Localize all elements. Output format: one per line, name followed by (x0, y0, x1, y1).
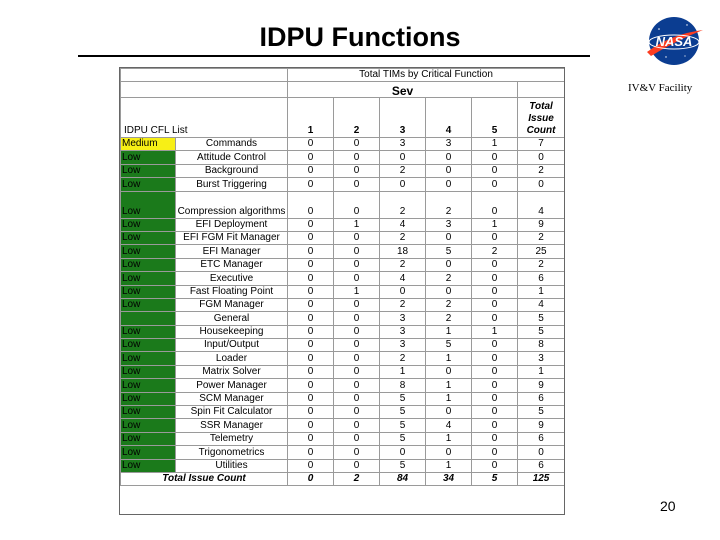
severity-count-cell: 0 (426, 365, 472, 378)
cfl-level-cell: Low (121, 325, 176, 338)
table-row (121, 419, 565, 432)
severity-count-cell: 2 (426, 272, 472, 285)
severity-count-cell: 0 (288, 432, 334, 445)
severity-count-cell: 0 (380, 285, 426, 298)
table-row (121, 151, 565, 164)
table-row (121, 298, 565, 311)
severity-count-cell: 0 (334, 231, 380, 244)
severity-count-cell: 2 (426, 191, 472, 218)
facility-label: IV&V Facility (628, 82, 693, 94)
cfl-level-cell: Low (121, 191, 176, 218)
cfl-level-cell: Low (121, 392, 176, 405)
severity-count-cell: 0 (288, 191, 334, 218)
severity-column-header: 1 (288, 98, 334, 138)
cfl-level-cell: Low (121, 178, 176, 191)
severity-count-cell: 1 (472, 138, 518, 151)
severity-count-cell: 0 (288, 379, 334, 392)
severity-count-cell: 0 (288, 298, 334, 311)
row-total-cell: 5 (518, 312, 565, 325)
severity-count-cell: 0 (334, 178, 380, 191)
severity-count-cell: 0 (334, 272, 380, 285)
table-row (121, 285, 565, 298)
row-total-cell: 2 (518, 258, 565, 271)
function-name-cell: Power Manager (176, 379, 288, 392)
function-name-cell: Compression algorithms (176, 191, 288, 218)
row-total-cell: 4 (518, 191, 565, 218)
row-total-cell: 7 (518, 138, 565, 151)
severity-count-cell: 2 (380, 258, 426, 271)
table-row (121, 352, 565, 365)
severity-count-cell: 0 (288, 178, 334, 191)
severity-count-cell: 0 (334, 258, 380, 271)
severity-count-cell: 0 (288, 459, 334, 472)
function-name-cell: FGM Manager (176, 298, 288, 311)
severity-count-cell: 2 (380, 231, 426, 244)
cfl-level-cell (121, 312, 176, 325)
severity-count-cell: 0 (472, 178, 518, 191)
severity-count-cell: 0 (288, 365, 334, 378)
severity-count-cell: 0 (288, 272, 334, 285)
severity-count-cell: 8 (380, 379, 426, 392)
severity-count-cell: 0 (334, 151, 380, 164)
severity-count-cell: 0 (288, 258, 334, 271)
severity-column-header: 2 (334, 98, 380, 138)
severity-count-cell: 0 (288, 138, 334, 151)
severity-count-cell: 0 (334, 164, 380, 177)
row-total-cell: 9 (518, 218, 565, 231)
severity-count-cell: 0 (380, 446, 426, 459)
header-blank (121, 69, 288, 82)
table-row (121, 406, 565, 419)
severity-count-cell: 0 (288, 151, 334, 164)
function-name-cell: Loader (176, 352, 288, 365)
severity-count-cell: 0 (334, 419, 380, 432)
severity-count-cell: 0 (472, 231, 518, 244)
severity-count-cell: 0 (472, 432, 518, 445)
severity-count-cell: 5 (380, 459, 426, 472)
table-row (121, 138, 565, 151)
severity-count-cell: 0 (426, 258, 472, 271)
severity-count-cell: 0 (288, 164, 334, 177)
severity-count-cell: 0 (472, 379, 518, 392)
severity-count-cell: 0 (472, 272, 518, 285)
severity-count-cell: 0 (288, 339, 334, 352)
table-row (121, 231, 565, 244)
severity-count-cell: 1 (334, 285, 380, 298)
table-row (121, 312, 565, 325)
severity-count-cell: 1 (426, 379, 472, 392)
severity-count-cell: 2 (380, 164, 426, 177)
severity-column-header: 4 (426, 98, 472, 138)
row-total-cell: 9 (518, 419, 565, 432)
severity-count-cell: 0 (334, 352, 380, 365)
cfl-level-cell: Low (121, 406, 176, 419)
table-row (121, 178, 565, 191)
severity-count-cell: 0 (472, 459, 518, 472)
severity-count-cell: 0 (334, 432, 380, 445)
severity-count-cell: 0 (472, 365, 518, 378)
cfl-level-cell: Low (121, 339, 176, 352)
severity-count-cell: 0 (334, 365, 380, 378)
header-blank (518, 82, 565, 98)
function-name-cell: EFI Deployment (176, 218, 288, 231)
severity-count-cell: 4 (380, 272, 426, 285)
severity-count-cell: 1 (334, 218, 380, 231)
severity-count-cell: 2 (380, 191, 426, 218)
severity-count-cell: 5 (380, 406, 426, 419)
severity-count-cell: 0 (334, 325, 380, 338)
severity-count-cell: 2 (472, 245, 518, 258)
function-name-cell: Spin Fit Calculator (176, 406, 288, 419)
row-total-cell: 6 (518, 432, 565, 445)
grand-total-cell: 125 (518, 472, 565, 485)
tim-table-frame (119, 67, 565, 515)
cfl-level-cell: Medium (121, 138, 176, 151)
function-name-cell: Trigonometrics (176, 446, 288, 459)
severity-count-cell: 0 (426, 178, 472, 191)
cfl-level-cell: Low (121, 379, 176, 392)
severity-count-cell: 0 (426, 406, 472, 419)
severity-count-cell: 3 (426, 138, 472, 151)
severity-count-cell: 0 (472, 191, 518, 218)
severity-count-cell: 0 (288, 218, 334, 231)
severity-count-cell: 0 (334, 191, 380, 218)
table-row (121, 365, 565, 378)
total-row-label: Total Issue Count (121, 472, 288, 485)
function-name-cell: Input/Output (176, 339, 288, 352)
severity-count-cell: 4 (380, 218, 426, 231)
cfl-level-cell: Low (121, 446, 176, 459)
severity-count-cell: 0 (472, 312, 518, 325)
table-title: Total TIMs by Critical Function (288, 69, 565, 82)
severity-count-cell: 0 (288, 352, 334, 365)
cfl-level-cell: Low (121, 365, 176, 378)
severity-column-header: 3 (380, 98, 426, 138)
severity-count-cell: 0 (288, 312, 334, 325)
cfl-level-cell: Low (121, 164, 176, 177)
severity-count-cell: 2 (426, 298, 472, 311)
table-row (121, 245, 565, 258)
table-row (121, 379, 565, 392)
severity-count-cell: 0 (426, 164, 472, 177)
severity-count-cell: 0 (472, 258, 518, 271)
severity-count-cell: 0 (472, 446, 518, 459)
severity-count-cell: 0 (334, 446, 380, 459)
function-name-cell: Telemetry (176, 432, 288, 445)
severity-count-cell: 5 (380, 392, 426, 405)
cfl-level-cell: Low (121, 432, 176, 445)
severity-count-cell: 5 (426, 245, 472, 258)
severity-count-cell: 0 (288, 231, 334, 244)
table-row (121, 459, 565, 472)
cfl-list-header: IDPU CFL List (121, 98, 288, 138)
cfl-level-cell: Low (121, 258, 176, 271)
severity-count-cell: 3 (380, 339, 426, 352)
severity-count-cell: 0 (472, 352, 518, 365)
cfl-level-cell: Low (121, 272, 176, 285)
severity-count-cell: 3 (380, 312, 426, 325)
total-severity-cell: 34 (426, 472, 472, 485)
severity-count-cell: 1 (426, 392, 472, 405)
total-severity-cell: 84 (380, 472, 426, 485)
function-name-cell: Executive (176, 272, 288, 285)
cfl-level-cell: Low (121, 151, 176, 164)
function-name-cell: Attitude Control (176, 151, 288, 164)
table-row (121, 191, 565, 218)
function-name-cell: SCM Manager (176, 392, 288, 405)
table-row (121, 258, 565, 271)
severity-count-cell: 0 (426, 231, 472, 244)
severity-count-cell: 0 (334, 379, 380, 392)
page-number: 20 (660, 498, 676, 514)
severity-count-cell: 1 (380, 365, 426, 378)
tim-table (120, 68, 565, 486)
severity-count-cell: 0 (288, 245, 334, 258)
row-total-cell: 2 (518, 164, 565, 177)
cfl-level-cell: Low (121, 298, 176, 311)
total-severity-cell: 2 (334, 472, 380, 485)
title-underline (78, 55, 590, 57)
function-name-cell: Background (176, 164, 288, 177)
function-name-cell: EFI Manager (176, 245, 288, 258)
row-total-cell: 5 (518, 406, 565, 419)
severity-count-cell: 0 (334, 138, 380, 151)
severity-count-cell: 0 (472, 406, 518, 419)
total-severity-cell: 5 (472, 472, 518, 485)
function-name-cell: Housekeeping (176, 325, 288, 338)
severity-column-header: 5 (472, 98, 518, 138)
severity-count-cell: 0 (334, 406, 380, 419)
cfl-level-cell: Low (121, 285, 176, 298)
severity-count-cell: 0 (334, 312, 380, 325)
total-row (121, 472, 565, 485)
severity-count-cell: 2 (426, 312, 472, 325)
severity-count-cell: 3 (380, 325, 426, 338)
row-total-cell: 4 (518, 298, 565, 311)
severity-count-cell: 0 (288, 325, 334, 338)
severity-count-cell: 1 (426, 432, 472, 445)
severity-count-cell: 1 (426, 459, 472, 472)
slide-title: IDPU Functions (259, 22, 461, 52)
row-total-cell: 1 (518, 365, 565, 378)
table-row (121, 432, 565, 445)
severity-count-cell: 0 (334, 339, 380, 352)
function-name-cell: Utilities (176, 459, 288, 472)
severity-count-cell: 0 (426, 285, 472, 298)
function-name-cell: Matrix Solver (176, 365, 288, 378)
severity-count-cell: 0 (472, 164, 518, 177)
severity-count-cell: 0 (472, 151, 518, 164)
row-total-cell: 6 (518, 392, 565, 405)
severity-count-cell: 0 (288, 285, 334, 298)
row-total-cell: 3 (518, 352, 565, 365)
row-total-cell: 0 (518, 151, 565, 164)
severity-count-cell: 5 (426, 339, 472, 352)
severity-count-cell: 3 (380, 138, 426, 151)
severity-count-cell: 2 (380, 298, 426, 311)
function-name-cell: Fast Floating Point (176, 285, 288, 298)
severity-count-cell: 1 (426, 352, 472, 365)
table-row (121, 218, 565, 231)
severity-count-cell: 4 (426, 419, 472, 432)
severity-count-cell: 2 (380, 352, 426, 365)
row-total-cell: 0 (518, 446, 565, 459)
severity-count-cell: 0 (426, 446, 472, 459)
severity-group-header: Sev (288, 82, 518, 98)
function-name-cell: Commands (176, 138, 288, 151)
row-total-cell: 0 (518, 178, 565, 191)
severity-count-cell: 0 (472, 285, 518, 298)
severity-count-cell: 0 (472, 298, 518, 311)
function-name-cell: Burst Triggering (176, 178, 288, 191)
row-total-cell: 5 (518, 325, 565, 338)
severity-count-cell: 18 (380, 245, 426, 258)
cfl-level-cell: Low (121, 245, 176, 258)
row-total-cell: 25 (518, 245, 565, 258)
header-blank (121, 82, 288, 98)
severity-count-cell: 5 (380, 432, 426, 445)
severity-count-cell: 0 (334, 459, 380, 472)
row-total-cell: 8 (518, 339, 565, 352)
table-row (121, 446, 565, 459)
severity-count-cell: 1 (426, 325, 472, 338)
total-severity-cell: 0 (288, 472, 334, 485)
cfl-level-cell: Low (121, 231, 176, 244)
severity-count-cell: 0 (380, 178, 426, 191)
row-total-cell: 9 (518, 379, 565, 392)
severity-count-cell: 5 (380, 419, 426, 432)
cfl-level-cell: Low (121, 218, 176, 231)
severity-count-cell: 0 (288, 419, 334, 432)
table-row (121, 392, 565, 405)
table-row (121, 164, 565, 177)
severity-count-cell: 0 (288, 406, 334, 419)
function-name-cell: General (176, 312, 288, 325)
severity-count-cell: 1 (472, 218, 518, 231)
cfl-level-cell: Low (121, 419, 176, 432)
tim-table-body (121, 69, 565, 486)
table-row (121, 339, 565, 352)
severity-count-cell: 1 (472, 325, 518, 338)
row-total-cell: 6 (518, 272, 565, 285)
table-row (121, 272, 565, 285)
severity-count-cell: 0 (426, 151, 472, 164)
function-name-cell: EFI FGM Fit Manager (176, 231, 288, 244)
severity-count-cell: 0 (288, 392, 334, 405)
cfl-level-cell: Low (121, 352, 176, 365)
severity-count-cell: 0 (334, 298, 380, 311)
row-total-cell: 2 (518, 231, 565, 244)
severity-count-cell: 0 (472, 419, 518, 432)
severity-count-cell: 0 (334, 245, 380, 258)
severity-count-cell: 0 (472, 392, 518, 405)
severity-count-cell: 0 (380, 151, 426, 164)
severity-count-cell: 3 (426, 218, 472, 231)
severity-count-cell: 0 (334, 392, 380, 405)
nasa-logo-text: NASA (655, 34, 693, 49)
row-total-cell: 6 (518, 459, 565, 472)
nasa-logo (641, 12, 707, 70)
table-row (121, 325, 565, 338)
total-issue-count-header: Total Issue Count (518, 98, 565, 138)
row-total-cell: 1 (518, 285, 565, 298)
severity-count-cell: 0 (288, 446, 334, 459)
severity-count-cell: 0 (472, 339, 518, 352)
function-name-cell: SSR Manager (176, 419, 288, 432)
function-name-cell: ETC Manager (176, 258, 288, 271)
cfl-level-cell: Low (121, 459, 176, 472)
